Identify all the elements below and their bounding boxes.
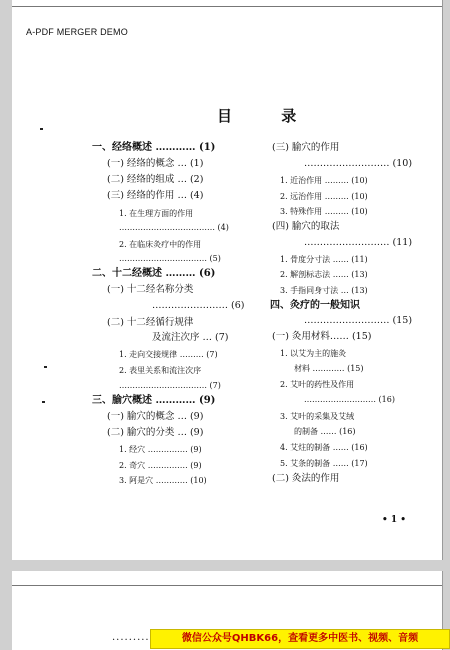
toc-entry: …………………………… (5)	[119, 254, 221, 263]
toc-entry: 2. 解剖标志法 …… (13)	[280, 270, 368, 279]
toc-entry: 2. 远治作用 ……… (10)	[280, 192, 368, 201]
scan-speck	[42, 401, 45, 403]
toc-entry: (一) 灸用材料…… (15)	[272, 331, 372, 342]
toc-entry: 1. 走向交接规律 ……… (7)	[119, 350, 218, 359]
toc-entry: (三) 腧穴的作用	[272, 142, 340, 153]
toc-entry: (二) 十二经循行规律	[107, 317, 194, 328]
toc-entry: …………………………… (7)	[119, 381, 221, 390]
toc-entry: (二) 经络的组成 … (2)	[107, 174, 204, 185]
toc-entry: (四) 腧穴的取法	[272, 221, 340, 232]
toc-entry: (二) 腧穴的分类 … (9)	[107, 427, 204, 438]
toc-entry: ……………………… (16)	[304, 395, 395, 404]
toc-entry: ……………………… (11)	[304, 237, 413, 248]
toc-entry: 2. 艾叶的药性及作用	[280, 380, 355, 389]
toc-entry: 2. 奇穴 …………… (9)	[119, 461, 202, 470]
page-top-rule	[12, 6, 442, 7]
toc-entry: (二) 灸法的作用	[272, 473, 340, 484]
toc-entry: 及流注次序 … (7)	[152, 332, 229, 343]
toc-entry: 三、腧穴概述 ………… (9)	[92, 395, 216, 406]
scan-speck	[40, 128, 43, 130]
toc-entry: 四、灸疗的一般知识	[270, 300, 360, 311]
toc-entry: 3. 阿是穴 ………… (10)	[119, 476, 207, 485]
toc-entry: 1. 经穴 …………… (9)	[119, 445, 202, 454]
promo-banner: 微信公众号QHBK66，查看更多中医书、视频、音频	[150, 629, 450, 649]
toc-entry: …………………… (6)	[152, 300, 245, 311]
toc-entry: ……………………… (10)	[304, 158, 413, 169]
toc-entry: 5. 艾条的制备 …… (17)	[280, 459, 368, 468]
toc-entry: 3. 艾叶的采集及艾绒	[280, 412, 355, 421]
toc-entry: 3. 手指同身寸法 … (13)	[280, 286, 368, 295]
toc-entry: 二、十二经概述 ……… (6)	[92, 268, 216, 279]
toc-entry: 一、经络概述 ………… (1)	[92, 142, 216, 153]
watermark: A-PDF MERGER DEMO	[26, 27, 128, 37]
page-top-rule	[12, 585, 442, 586]
toc-entry: (一) 经络的概念 … (1)	[107, 158, 204, 169]
toc-entry: 材料 ………… (15)	[294, 364, 364, 373]
toc-entry: ……………………………… (4)	[119, 223, 229, 232]
toc-entry: (一) 十二经名称分类	[107, 284, 194, 295]
toc-entry: (一) 腧穴的概念 … (9)	[107, 411, 204, 422]
page-title: 目 录	[217, 107, 319, 125]
page-number: • 1 •	[382, 515, 407, 525]
toc-entry: 2. 在临床灸疗中的作用	[119, 240, 202, 249]
leader-dots: .........	[112, 632, 150, 643]
toc-entry: 2. 表里关系和流注次序	[119, 366, 202, 375]
toc-entry: 3. 特殊作用 ……… (10)	[280, 207, 368, 216]
toc-entry: 1. 以艾为主的施灸	[280, 349, 347, 358]
scan-speck	[44, 366, 47, 368]
toc-entry: 4. 艾炷的制备 …… (16)	[280, 443, 368, 452]
toc-entry: (三) 经络的作用 … (4)	[107, 190, 204, 201]
toc-entry: 1. 在生理方面的作用	[119, 209, 194, 218]
toc-entry: 1. 近治作用 ……… (10)	[280, 176, 368, 185]
pdf-page	[12, 0, 443, 560]
toc-entry: 1. 骨度分寸法 …… (11)	[280, 255, 368, 264]
toc-entry: ……………………… (15)	[304, 315, 413, 326]
toc-entry: 的制备 …… (16)	[294, 427, 356, 436]
